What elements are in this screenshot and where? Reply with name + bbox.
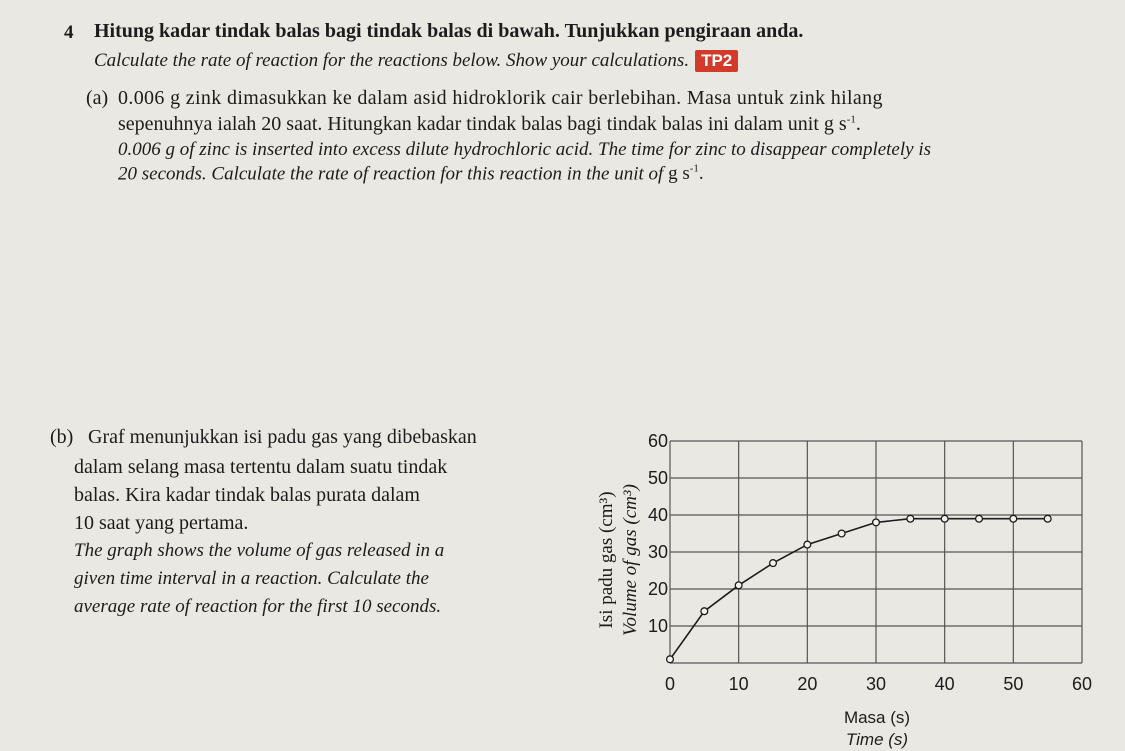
x-axis-label-ms: Masa (s) xyxy=(843,708,911,727)
part-b-label: (b) xyxy=(50,426,74,448)
question-title-ms: Hitung kadar tindak balas bagi tindak balas di bawah. Tunjukkan pengiraan anda. xyxy=(94,20,804,42)
data-point xyxy=(701,608,708,615)
data-point xyxy=(804,541,811,548)
x-tick-label: 40 xyxy=(934,674,955,694)
data-point xyxy=(735,582,742,589)
part-a-ms-line2: sepenuhnya ialah 20 saat. Hitungkan kadar tindak balas bagi tindak balas ini dalam unit xyxy=(118,113,819,135)
x-tick-label: 30 xyxy=(865,674,887,694)
y-axis-label-en: Volume of gas (cm³) xyxy=(620,484,641,636)
part-a-ms-line1: 0.006 g zink dimasukkan ke dalam asid hidroklorik cair berlebihan. Masa untuk zink hilang xyxy=(118,87,883,109)
x-tick-label: 60 xyxy=(1071,674,1093,694)
x-axis-label-en: Time (s) xyxy=(845,730,909,749)
data-point xyxy=(907,515,914,522)
question-title-en: Calculate the rate of reaction for the reactions below. Show your calculations. xyxy=(94,50,690,71)
data-point xyxy=(873,519,880,526)
chart-ticks xyxy=(648,431,1092,694)
x-tick-label: 50 xyxy=(1003,674,1024,694)
tp2-badge: TP2 xyxy=(695,50,738,72)
data-point xyxy=(976,515,983,522)
y-tick-label: 20 xyxy=(647,579,668,599)
y-tick-label: 40 xyxy=(647,505,668,525)
data-point xyxy=(1010,515,1017,522)
y-tick-label: 60 xyxy=(647,431,668,451)
data-point xyxy=(770,560,777,567)
data-point xyxy=(838,530,845,537)
x-tick-label: 0 xyxy=(664,674,676,694)
part-b-ms-line2: dalam selang masa tertentu dalam suatu tindak xyxy=(74,456,448,478)
part-b-en-line1: The graph shows the volume of gas released in a xyxy=(74,540,445,561)
part-b-ms-line4: 10 saat yang pertama. xyxy=(74,512,249,534)
x-tick-label: 20 xyxy=(797,674,818,694)
data-point xyxy=(1044,515,1051,522)
data-point xyxy=(941,515,948,522)
part-b-en-line3: average rate of reaction for the first 10 seconds. xyxy=(74,596,442,617)
part-a-unit-en: g $s^{-1}$. xyxy=(668,163,704,185)
part-a-en-line2: 20 seconds. Calculate the rate of reaction for this reaction in the unit of xyxy=(118,163,664,185)
y-axis-label-ms: Isi padu gas (cm³) xyxy=(596,491,617,629)
data-point xyxy=(667,656,674,663)
y-tick-label: 10 xyxy=(647,616,668,636)
part-b-ms-line1: Graf menunjukkan isi padu gas yang dibebaskan xyxy=(88,426,477,448)
part-b-ms-line3: balas. Kira kadar tindak balas purata dalam xyxy=(74,484,420,506)
y-tick-label: 30 xyxy=(647,542,668,562)
question-number: 4 xyxy=(64,22,74,43)
part-a-en-line1: 0.006 g of zinc is inserted into excess dilute hydrochloric acid. The time for zinc to disappear completely is xyxy=(118,139,932,160)
part-b-en-line2: given time interval in a reaction. Calculate the xyxy=(74,568,429,589)
x-tick-label: 10 xyxy=(728,674,749,694)
part-a-label: (a) xyxy=(86,87,109,109)
chart-grid xyxy=(670,441,1082,663)
part-a-unit-ms: g $s^{-1}$. xyxy=(823,113,861,135)
y-tick-label: 50 xyxy=(647,468,668,488)
